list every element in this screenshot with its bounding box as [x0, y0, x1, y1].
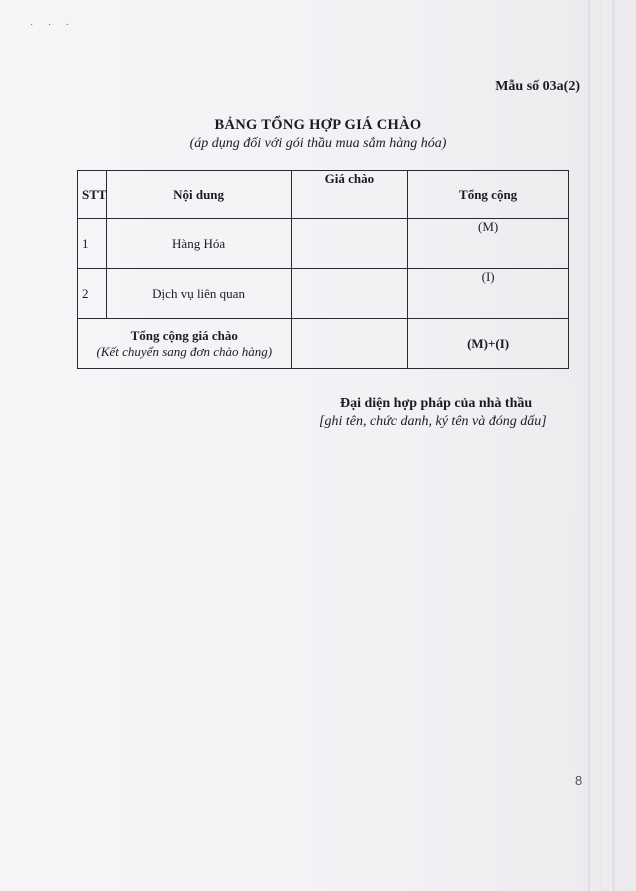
- page-number: 8: [575, 773, 583, 788]
- total-offer-price: [291, 319, 408, 369]
- total-label-cell: [78, 319, 292, 369]
- form-code: Mẫu số 03a(2): [495, 79, 580, 94]
- header-stt: STT: [78, 171, 107, 219]
- page-title: BẢNG TỔNG HỢP GIÁ CHÀO: [214, 117, 422, 133]
- row-content: Dịch vụ liên quan: [106, 269, 291, 319]
- row-offer-price: [291, 219, 408, 269]
- row-offer-price: [291, 269, 408, 319]
- page-subtitle: (áp dụng đối với gói thầu mua sắm hàng hóa): [189, 136, 447, 151]
- total-label: Tổng cộng giá chào: [130, 327, 238, 343]
- total-value: (M)+(I): [408, 319, 569, 369]
- table-row: [78, 219, 569, 269]
- signature-note: [ghi tên, chức danh, ký tên và đóng dấu]: [319, 414, 547, 429]
- row-total: (M): [408, 219, 569, 269]
- scan-specks: · · ·: [30, 20, 75, 31]
- table-total-row: [78, 319, 569, 369]
- header-total: Tổng cộng: [408, 171, 569, 219]
- header-offer-price: Giá chào: [291, 171, 408, 219]
- table-header-row: [78, 171, 569, 219]
- row-content: Hàng Hóa: [106, 219, 291, 269]
- table-row: [78, 269, 569, 319]
- price-summary-table: [77, 170, 569, 369]
- total-note: (Kết chuyển sang đơn chào hàng): [96, 343, 273, 359]
- row-total: (I): [408, 269, 569, 319]
- row-stt: 1: [78, 219, 107, 269]
- signature-title: Đại diện hợp pháp của nhà thầu: [340, 396, 533, 411]
- header-content: Nội dung: [106, 171, 291, 219]
- row-stt: 2: [78, 269, 107, 319]
